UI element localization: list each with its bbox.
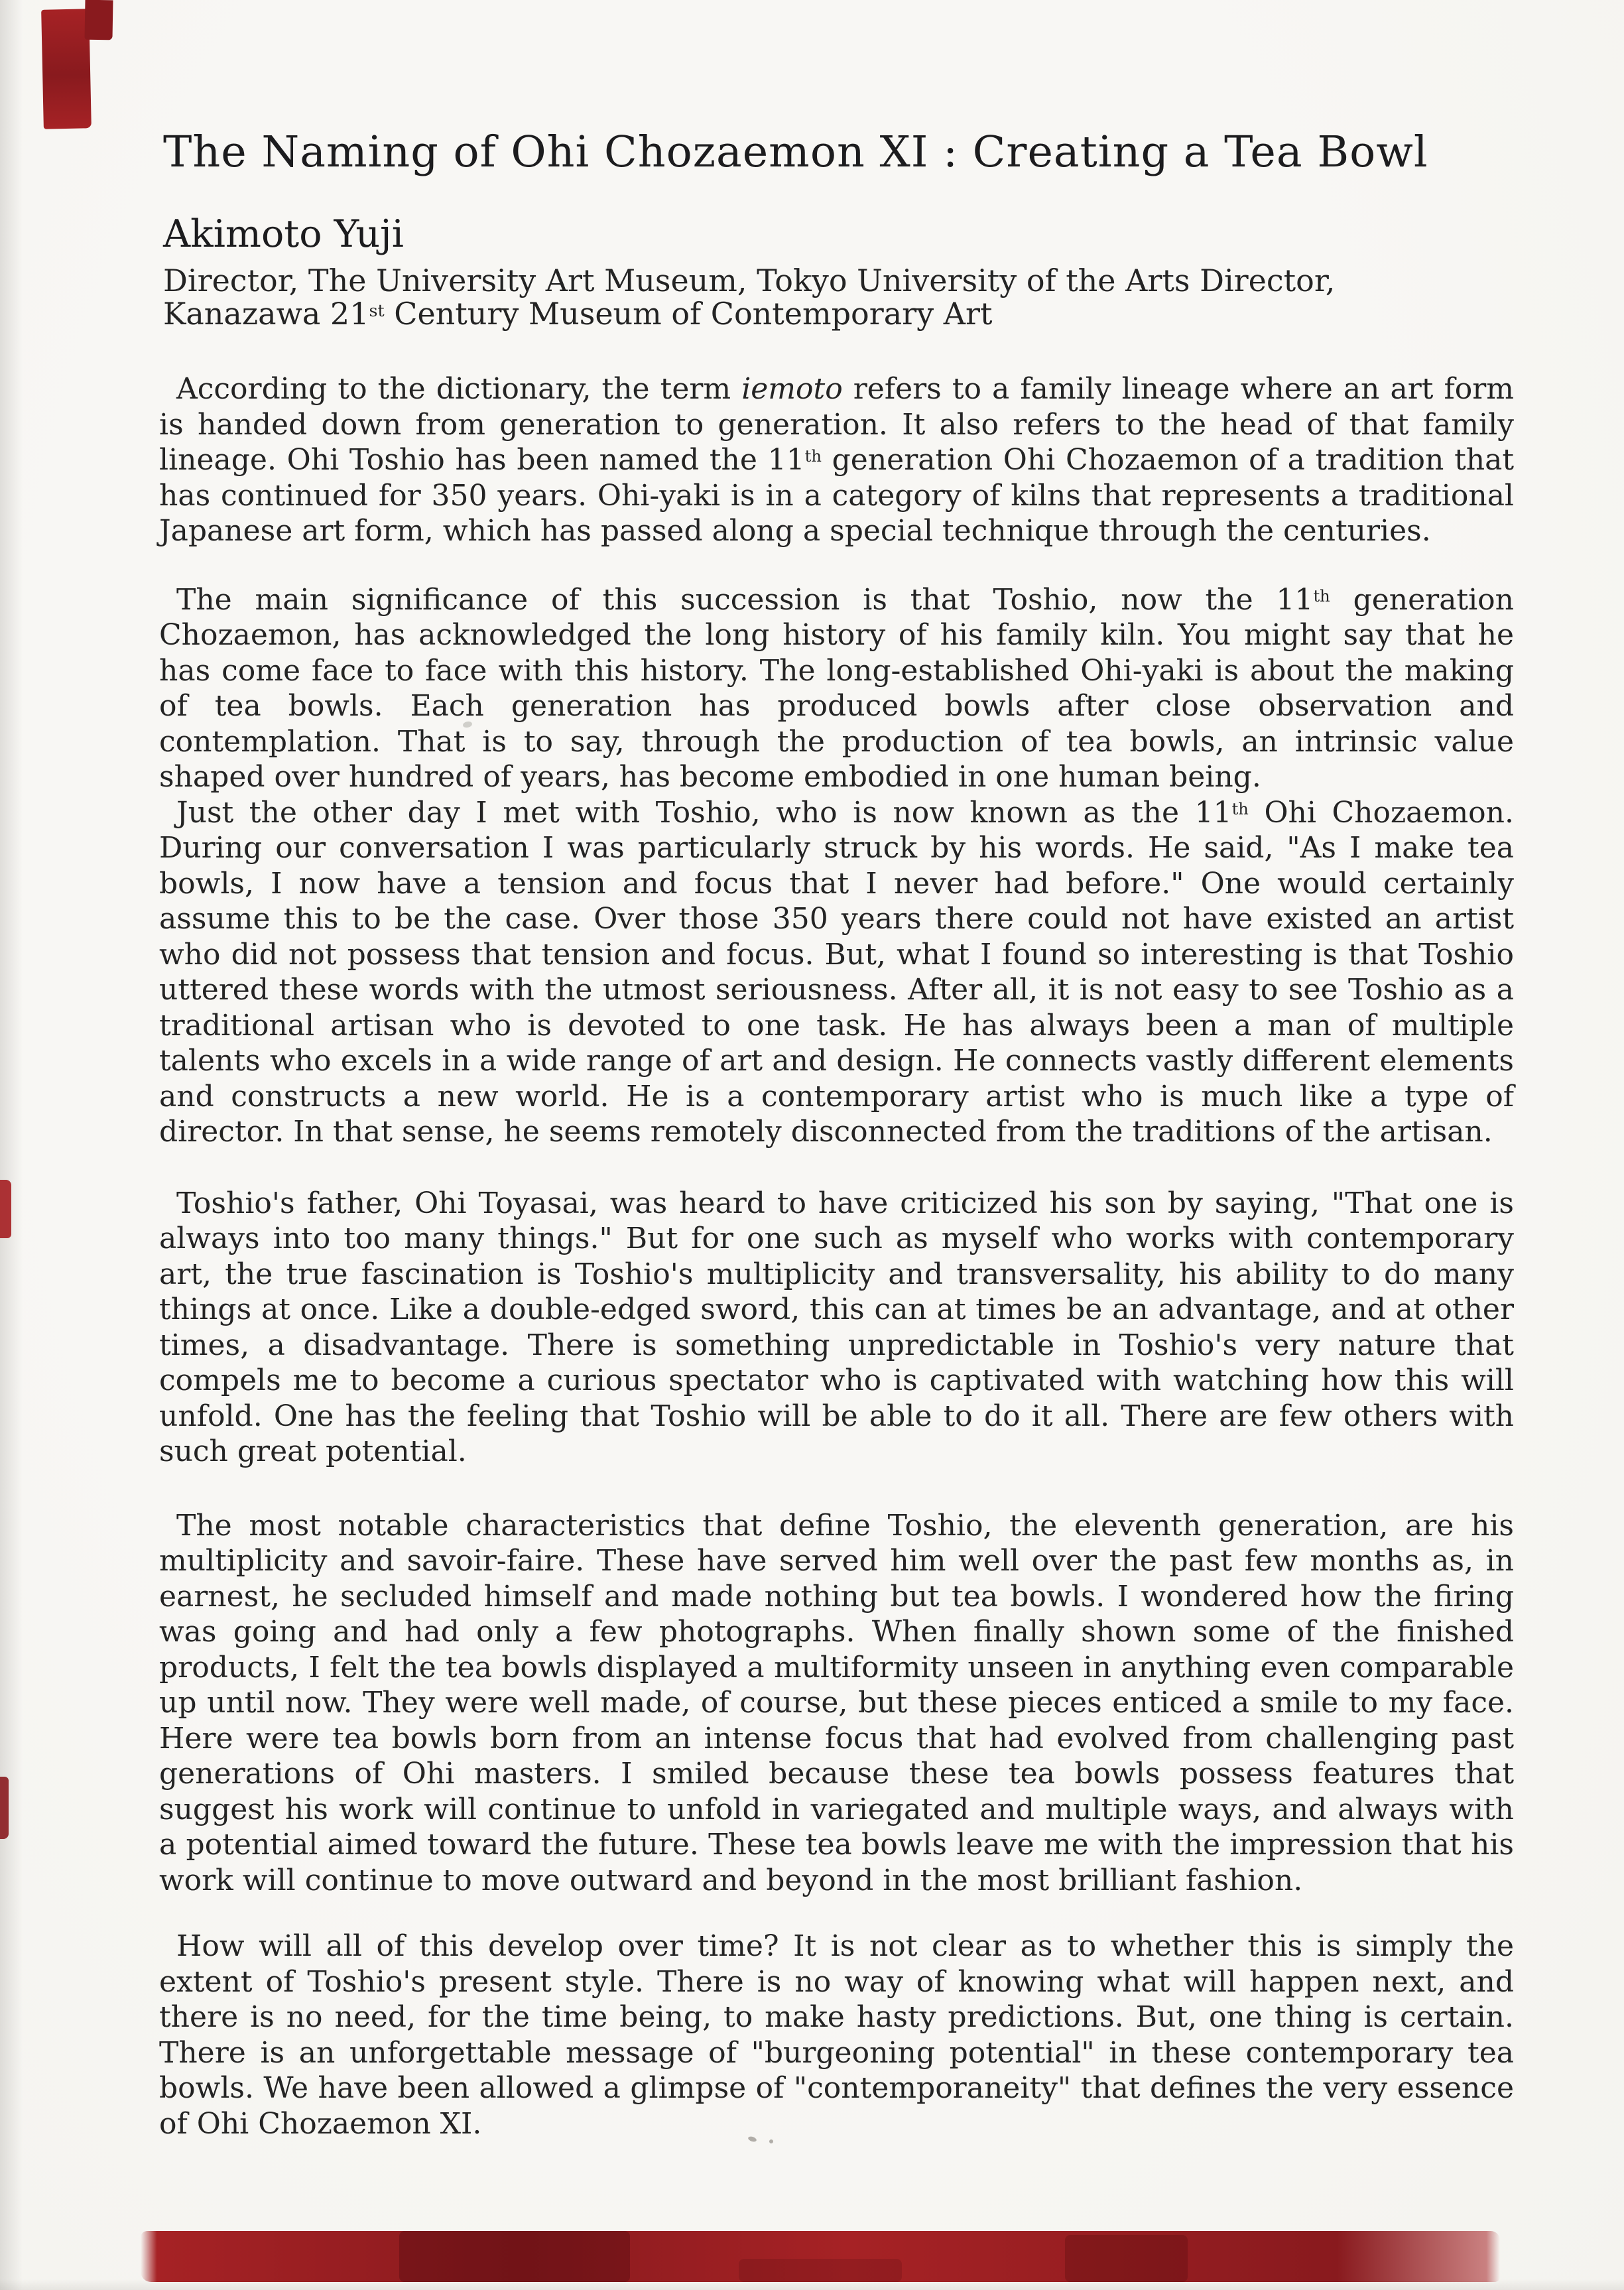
page-content: [159, 0, 1514, 2141]
article-paragraph-1: According to the dictionary, the term iemoto refers to a family lineage where an art form is handed down from generation to generation. It also refers to the head of that family lineage. Ohi Toshio has been named the 11th generation Ohi Chozaemon of a tradition that has continued for 350 years. Ohi-yaki is in a category of kilns that represents a traditional Japanese art form, which has passed along a special technique through the centuries.: [159, 372, 1515, 548]
scan-red-strip-shade: [739, 2259, 902, 2282]
scan-edge-shadow-left: [0, 0, 23, 2290]
author-affiliation-line-2: Kanazawa 21st Century Museum of Contemporary Art: [163, 296, 993, 332]
scan-red-fragment-left-lower: [0, 1777, 9, 1839]
scan-red-strip-shade: [1065, 2235, 1188, 2282]
scan-red-strip-shade: [399, 2231, 631, 2282]
article-paragraph-4: Toshio's father, Ohi Toyasai, was heard to have criticized his son by saying, "That one is always into too many things." But for one such as myself who works with contemporary art, the true fascination is Toshio's multiplicity and transversality, his ability to do many things at once. Like a double-edged sword, this can at times be an advantage, and at other times, a disadvantage. There is something unpredictable in Toshio's very nature that compels me to become a curious spectator who is captivated with watching how this will unfold. One has the feeling that Toshio will be able to do it all. There are few others with such great potential.: [159, 1186, 1514, 1468]
author-affiliation-line-1: Director, The University Art Museum, Tokyo University of the Arts Director,: [163, 263, 1336, 298]
scan-red-mark-top-left: [41, 9, 92, 129]
article-body: [159, 371, 1514, 2141]
article-paragraph-3: Just the other day I met with Toshio, who is now known as the 11th Ohi Chozaemon. During our conversation I was particularly struck by his words. He said, "As I make tea bowls, I now have a tension and focus that I never had before." One would certainly assume this to be the case. Over those 350 years there could not have existed an artist who did not possess that tension and focus. But, what I found so interesting is that Toshio uttered these words with the utmost seriousness. After all, it is not easy to see Toshio as a traditional artisan who is devoted to one task. He has always been a man of multiple talents who excels in a wide range of art and design. He connects vastly different elements and constructs a new world. He is a contemporary artist who is much like a type of director. In that sense, he seems remotely disconnected from the traditions of the artisan.: [159, 795, 1514, 1149]
author-name: Akimoto Yuji: [163, 212, 404, 256]
page-title: The Naming of Ohi Chozaemon XI : Creating a Tea Bowl: [163, 127, 1428, 177]
scan-red-strip-bottom: [141, 2231, 1500, 2282]
article-paragraph-5: The most notable characteristics that define Toshio, the eleventh generation, are his multiplicity and savoir-faire. These have served him well over the past few months as, in earnest, he secluded himself and made nothing but tea bowls. I wondered how the firing was going and had only a few photographs. When finally shown some of the finished products, I felt the tea bowls displayed a multiformity unseen in anything even comparable up until now. They were well made, of course, but these pieces enticed a smile to my face. Here were tea bowls born from an intense focus that had evolved from challenging past generations of Ohi masters. I smiled because these tea bowls possess features that suggest his work will continue to unfold in variegated and multiple ways, and always with a potential aimed toward the future. These tea bowls leave me with the impression that his work will continue to move outward and beyond in the most brilliant fashion.: [159, 1508, 1514, 1897]
scan-red-mark-top-left-small: [84, 0, 113, 40]
scan-red-fragment-left-upper: [0, 1180, 11, 1238]
article-paragraph-6: How will all of this develop over time? It is not clear as to whether this is simply the extent of Toshio's present style. There is no way of knowing what will happen next, and there is no need, for the time being, to make hasty predictions. But, one thing is certain. There is an unforgettable message of "burgeoning potential" in these contemporary tea bowls. We have been allowed a glimpse of "contemporaneity" that defines the very essence of Ohi Chozaemon XI.: [159, 1929, 1514, 2141]
article-paragraph-2: The main significance of this succession is that Toshio, now the 11th generation Chozaemon, has acknowledged the long history of his family kiln. You might say that he has come face to face with this history. The long-established Ohi-yaki is about the making of tea bowls. Each generation has produced bowls after close observation and contemplation. That is to say, through the production of tea bowls, an intrinsic value shaped over hundred of years, has become embodied in one human being.: [159, 582, 1515, 794]
scan-smudge: [769, 2139, 773, 2143]
